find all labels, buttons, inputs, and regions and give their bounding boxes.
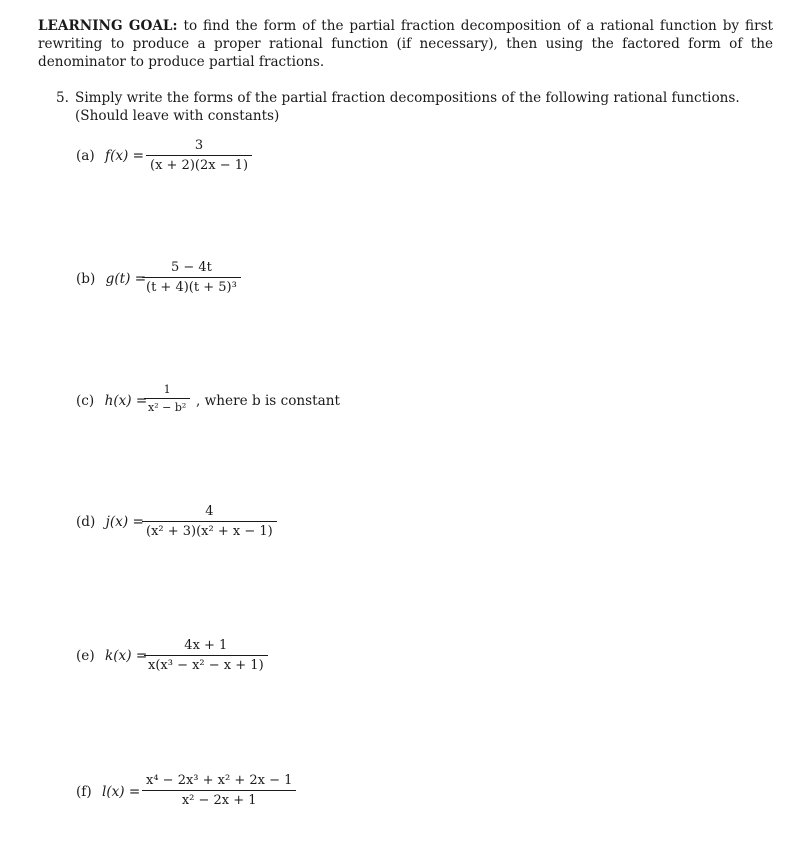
item-e-denominator: x(x³ − x² − x + 1)	[144, 655, 268, 673]
item-e-fraction	[144, 638, 268, 673]
item-b-numerator: 5 − 4t	[170, 260, 212, 275]
item-c-lhs: h(x) =	[104, 393, 148, 409]
item-b-lhs: g(t) =	[105, 271, 147, 287]
item-c-label: (c)	[76, 393, 95, 409]
item-f-fraction	[142, 773, 296, 808]
item-d-label-row	[76, 514, 144, 530]
item-a	[76, 138, 376, 188]
item-c-fraction	[144, 383, 190, 414]
item-b-denominator: (t + 4)(t + 5)³	[142, 277, 241, 295]
item-f	[76, 773, 396, 823]
item-e-lhs: k(x) =	[104, 648, 148, 664]
item-b-label-row	[76, 271, 146, 287]
item-c	[76, 383, 396, 433]
item-d-fraction	[142, 504, 277, 539]
learning-goal-text: to find the form of the partial fraction decomposition of a rational function by first rewriting to produce a proper rational function (if necessary), then using the factored form of the denominator to produce partial fractions.	[38, 18, 774, 70]
item-a-fraction	[146, 138, 252, 173]
item-c-label-row	[76, 393, 147, 409]
item-d-label: (d)	[76, 514, 96, 530]
item-f-numerator: x⁴ − 2x³ + x² + 2x − 1	[146, 773, 293, 788]
item-b	[76, 260, 376, 310]
question-text: Simply write the forms of the partial fraction decompositions of the following rational functions. (Should leave with constants)	[75, 90, 740, 124]
item-a-numerator: 3	[194, 138, 204, 153]
item-f-label: (f)	[76, 784, 92, 800]
item-f-label-row	[76, 784, 140, 800]
item-b-fraction	[142, 260, 241, 295]
item-e-numerator: 4x + 1	[184, 638, 228, 653]
item-e-label: (e)	[76, 648, 95, 664]
item-f-denominator: x² − 2x + 1	[142, 790, 296, 808]
item-a-label-row	[76, 148, 144, 164]
item-c-suffix: , where b is constant	[196, 393, 340, 409]
item-a-label: (a)	[76, 148, 95, 164]
item-d-numerator: 4	[205, 504, 214, 519]
item-b-label: (b)	[76, 271, 96, 287]
question-number: 5.	[56, 90, 69, 106]
item-d-denominator: (x² + 3)(x² + x − 1)	[142, 521, 277, 539]
item-d	[76, 504, 396, 554]
item-d-lhs: j(x) =	[105, 514, 144, 530]
item-c-denominator: x² − b²	[144, 398, 190, 414]
item-a-denominator: (x + 2)(2x − 1)	[146, 155, 252, 173]
item-c-numerator: 1	[163, 383, 171, 396]
item-e-label-row	[76, 648, 147, 664]
item-e	[76, 638, 396, 688]
question-5	[56, 89, 774, 125]
learning-goal-label: LEARNING GOAL:	[38, 18, 178, 34]
item-a-lhs: f(x) =	[105, 148, 145, 164]
learning-goal	[38, 17, 773, 71]
item-f-lhs: l(x) =	[101, 784, 141, 800]
